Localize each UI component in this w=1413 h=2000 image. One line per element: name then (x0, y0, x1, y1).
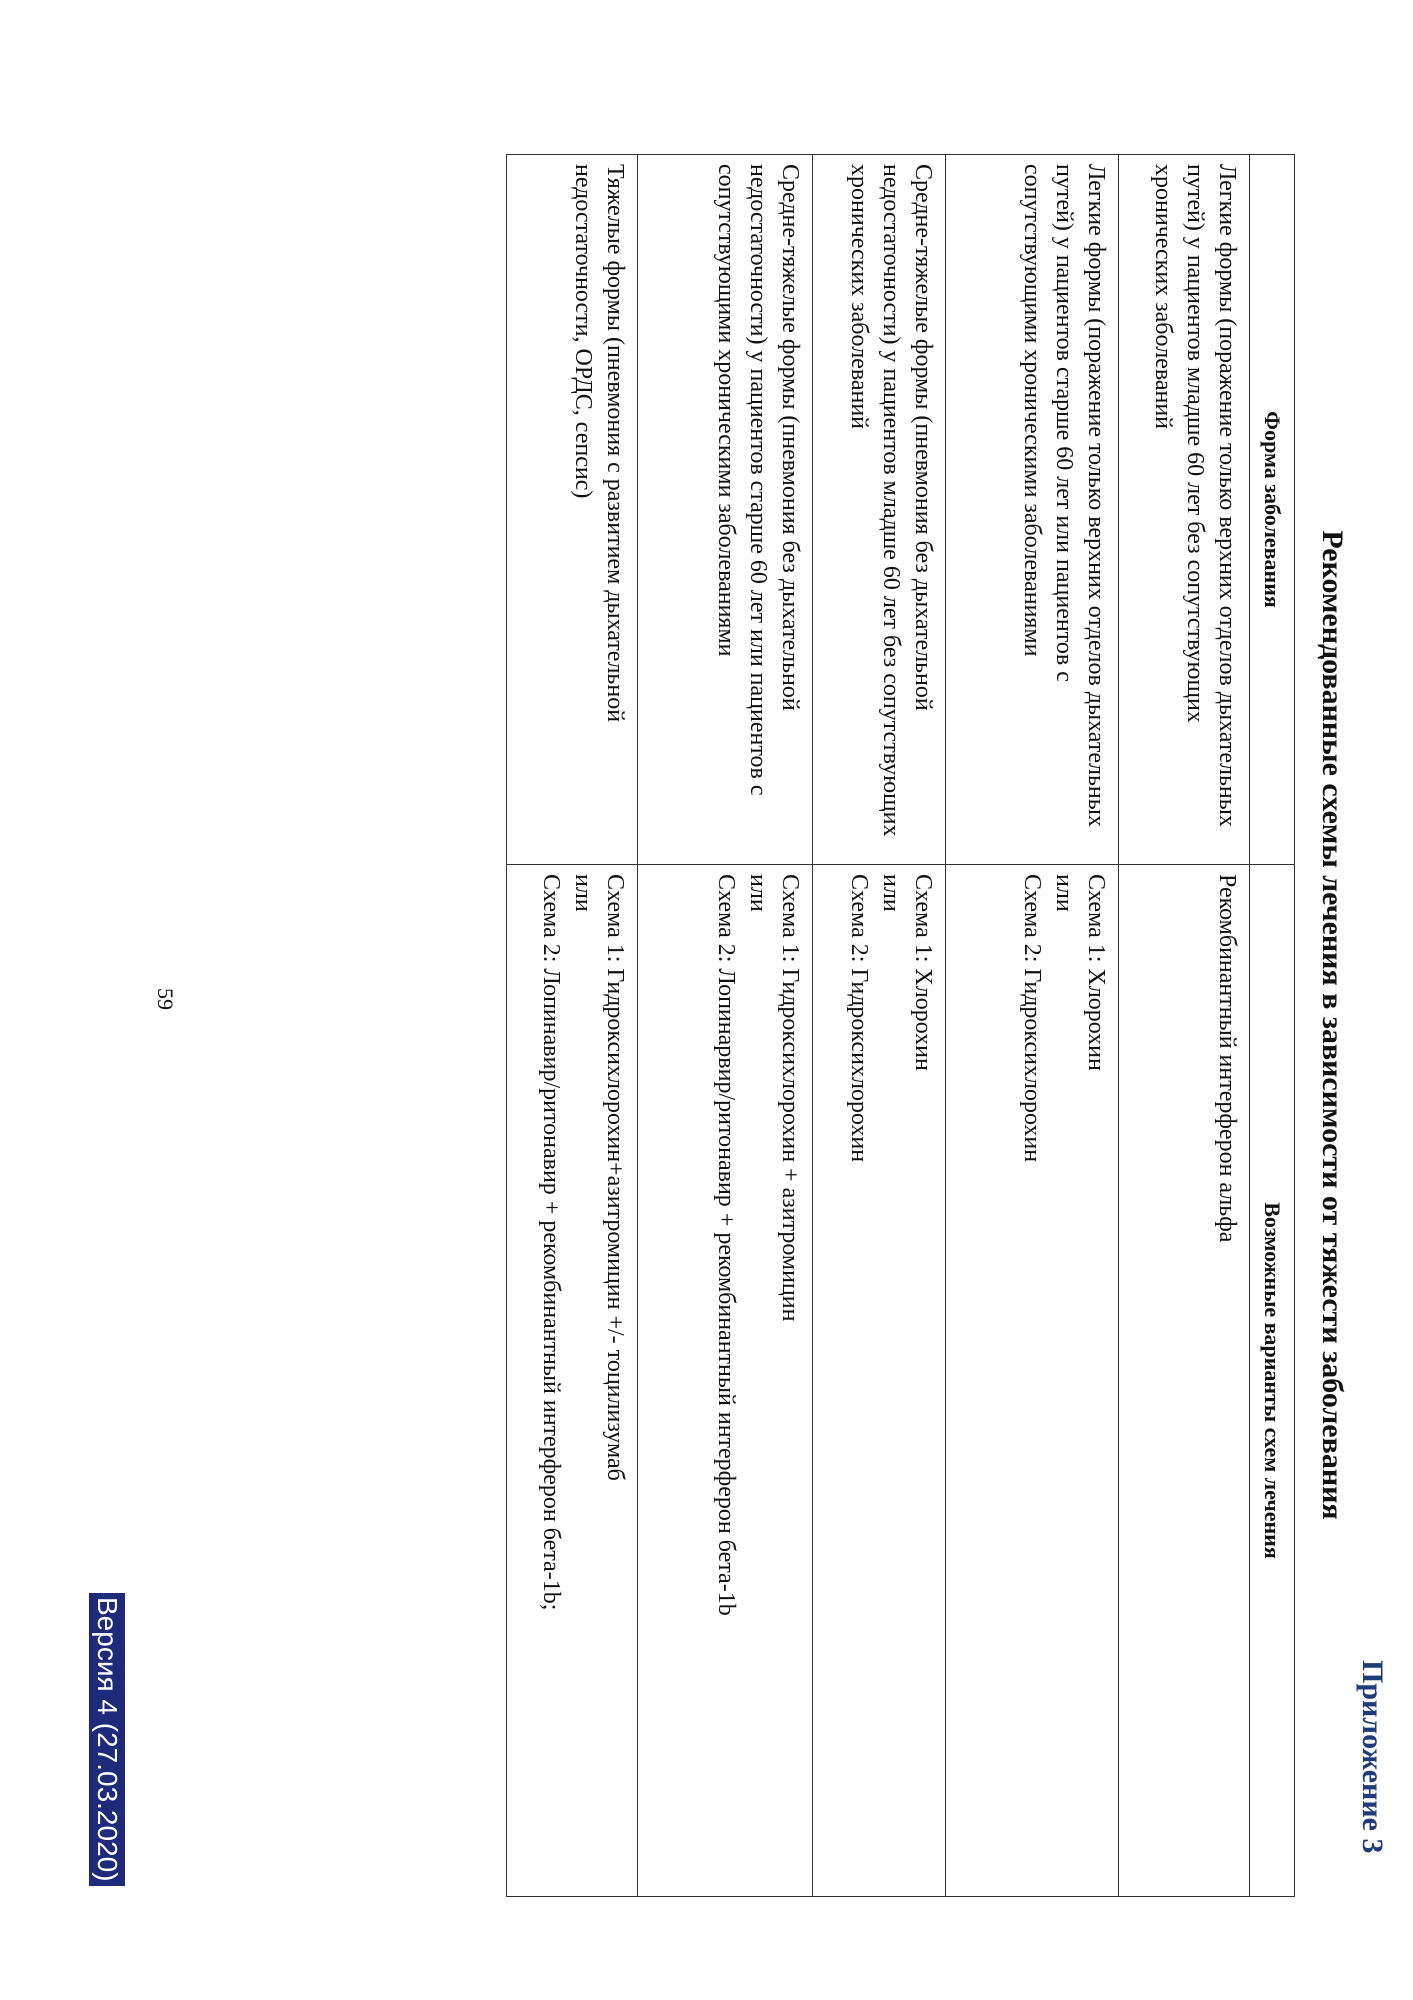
treatment-options-cell (638, 865, 813, 1897)
treatment-options-cell (813, 865, 946, 1897)
header-disease-form: Форма заболевания (1250, 155, 1295, 865)
regimen-line: Схема 1: Хлорохин (910, 874, 936, 1071)
treatment-regimens-table (506, 154, 1295, 1897)
regimen-separator: или (570, 874, 596, 912)
table-header-row (1250, 155, 1295, 1897)
document-title: Рекомендованные схемы лечения в зависимости от тяжести заболевания (1316, 530, 1349, 1520)
disease-form-cell: Легкие формы (поражение только верхних отделов дыхательных путей) у пациентов младше 60 лет без сопутствующих хронических заболеваний (1119, 155, 1250, 865)
disease-form-cell: Тяжелые формы (пневмония с развитием дыхательной недостаточности, ОРДС, сепсис) (507, 155, 638, 865)
regimen-line: Схема 1: Гидроксихлорохин+азитромицин +/- тоцилизумаб (602, 874, 628, 1481)
header-treatment-options: Возможные варианты схем лечения (1250, 865, 1295, 1897)
appendix-label: Приложение 3 (1356, 1660, 1389, 1854)
table-row (813, 155, 946, 1897)
regimen-line: Схема 2: Гидроксихлорохин (846, 874, 872, 1163)
regimen-separator: или (745, 874, 771, 912)
table-row (1119, 155, 1250, 1897)
disease-form-cell: Средне-тяжелые формы (пневмония без дыхательной недостаточности) у пациентов старше 60 лет или пациентов с сопутствующими хроническими заболеваниями (638, 155, 813, 865)
treatment-options-cell (507, 865, 638, 1897)
regimen-line: Схема 2: Лопинавир/ритонавир + рекомбинантный интерферон бета-1b; (538, 874, 564, 1611)
regimen-line: Схема 2: Гидроксихлорохин (1019, 874, 1045, 1163)
regimen-line: Схема 2: Лопинарвир/ритонавир + рекомбинантный интерферон бета-1b (713, 874, 739, 1616)
regimen-line: Схема 1: Хлорохин (1083, 874, 1109, 1071)
table-row (507, 155, 638, 1897)
version-badge: Версия 4 (27.03.2020) (89, 1593, 125, 1886)
treatment-options-cell (1119, 865, 1250, 1897)
disease-form-cell: Легкие формы (поражение только верхних отделов дыхательных путей) у пациентов старше 60 лет или пациентов с сопутствующими хроническими заболеваниями (946, 155, 1119, 865)
table-row (946, 155, 1119, 1897)
regimen-separator: или (1051, 874, 1077, 912)
regimen-separator: или (878, 874, 904, 912)
disease-form-cell: Средне-тяжелые формы (пневмония без дыхательной недостаточности) у пациентов младше 60 лет без сопутствующих хронических заболеваний (813, 155, 946, 865)
regimen-line: Рекомбинантный интерферон альфа (1214, 874, 1240, 1243)
page-number: 59 (153, 988, 178, 1010)
regimen-line: Схема 1: Гидроксихлорохин + азитромицин (777, 874, 803, 1322)
table-row (638, 155, 813, 1897)
treatment-options-cell (946, 865, 1119, 1897)
